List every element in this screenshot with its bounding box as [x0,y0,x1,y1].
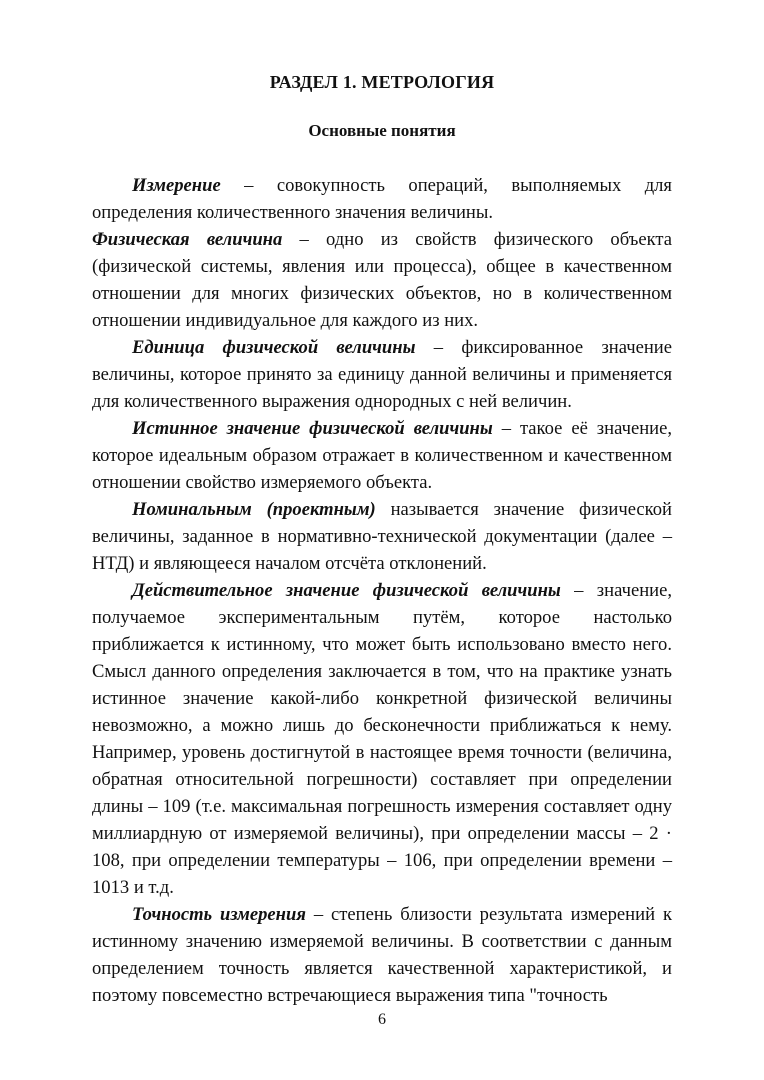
term-physical-quantity: Физическая величина [92,229,283,250]
section-subtitle: Основные понятия [308,121,456,140]
definition-actual-value: – значение, получаемое экспериментальным путём, которое настолько приближается к истинному, что может быть использовано вместо него. Смысл данного определения заключается в том, что на практике узнать истинное значение какой-либо конкретной физической величины невозможно, а можно лишь до бесконечности приближаться к нему. Например, уровень достигнутой в настоящее время точности (величина, обратная относительной погрешности) составляет при определении длины – 109 (т.е. максимальная погрешность измерения составляет одну миллиардную от измеряемой величины), при определении массы – 2 · 108, при определении температуры – 106, при определении времени – 1013 и т.д. [92,580,672,898]
paragraph-true-value [92,415,672,496]
paragraph-actual-value [92,577,672,901]
term-true-value: Истинное значение физической величины [132,418,493,439]
definition-true-value: – такое её значение, которое идеальным образом отражает в количественном и качественном отношении свойство измеряемого объекта. [92,418,673,493]
paragraph-measurement [92,172,672,226]
page-number: 6 [378,1011,386,1028]
paragraph-nominal-value [92,496,672,577]
paragraph-physical-quantity [92,226,672,334]
section-title: РАЗДЕЛ 1. МЕТРОЛОГИЯ [269,72,495,92]
definition-unit: – фиксированное значение величины, которое принято за единицу данной величины и применяется для количественного выражения однородных с ней величин. [92,337,673,412]
paragraph-accuracy [92,901,672,1009]
term-actual-value: Действительное значение физической величины [132,580,561,601]
definition-accuracy: – степень близости результата измерений к истинному значению измеряемой величины. В соответствии с данным определением точность является качественной характеристикой, и поэтому повсеместно встречающиеся выражения типа "точность [92,904,672,1006]
paragraph-unit [92,334,672,415]
definition-nominal-value: называется значение физической величины, заданное в нормативно-технической документации (далее – НТД) и являющееся началом отсчёта отклонений. [92,499,673,574]
term-nominal-value: Номинальным (проектным) [132,499,376,520]
definition-measurement: – совокупность операций, выполняемых для определения количественного значения величины. [92,175,672,223]
body-text [92,172,672,1009]
term-accuracy: Точность измерения [132,904,306,925]
term-measurement: Измерение [132,175,221,196]
term-unit: Единица физической величины [132,337,416,358]
definition-physical-quantity: – одно из свойств физического объекта (физической системы, явления или процесса), общее в качественном отношении для многих физических объектов, но в количественном отношении индивидуальное для каждого из них. [92,229,672,331]
